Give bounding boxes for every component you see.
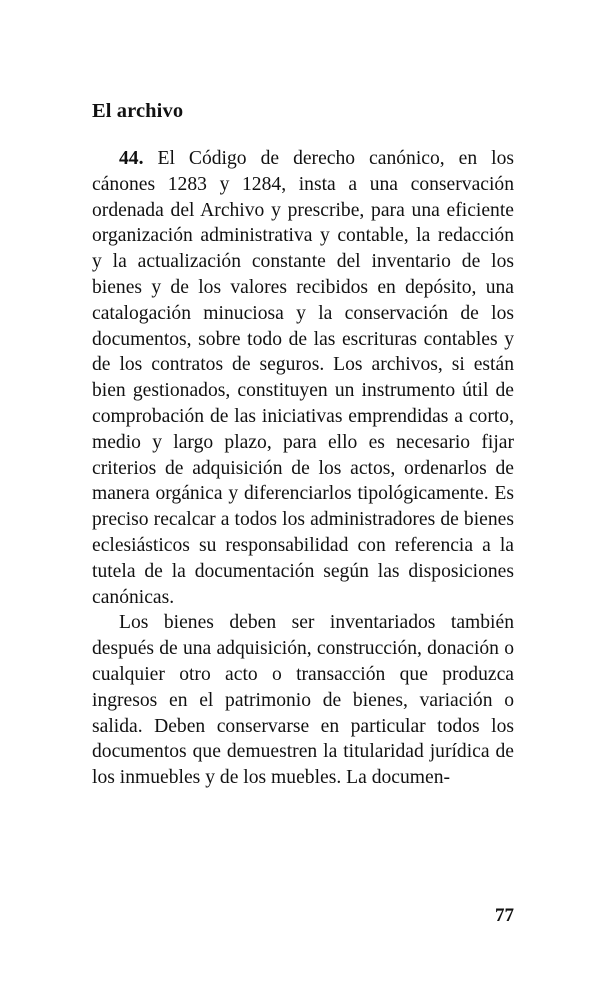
body-text (92, 146, 514, 791)
paragraph-44 (92, 146, 514, 610)
paragraph-continuation (92, 610, 514, 791)
document-page (92, 96, 514, 986)
paragraph-number: 44. (119, 148, 144, 169)
paragraph-text: El Código de derecho canónico, en los cánones 1283 y 1284, insta a una conservación ordenada del Archivo y prescribe, para una eficiente organización administrativa y contable, la redacción y la actualización constante del inventario de los bienes y de los valores recibidos en depósito, una catalogación minuciosa y la conservación de los documentos, sobre todo de las escrituras contables y de los contratos de seguros. Los archivos, si están bien gestionados, constituyen un instrumento útil de comprobación de las iniciativas emprendidas a corto, medio y largo plazo, para ello es necesario fijar criterios de adquisición de los actos, ordenarlos de manera orgánica y diferenciarlos tipológicamente. Es preciso recalcar a todos los administradores de bienes eclesiásticos su responsabilidad con referencia a la tutela de la documentación según las disposiciones canónicas. (92, 148, 515, 608)
page-number: 77 (495, 905, 514, 926)
section-heading: El archivo (92, 100, 184, 122)
paragraph-text: Los bienes deben ser inventariados también después de una adquisición, construcción, donación o cualquier otro acto o transacción que produzca ingresos en el patrimonio de bienes, variación o salida. Deben conservarse en particular todos los documentos que demuestren la titularidad jurídica de los inmuebles y de los muebles. La documen- (92, 612, 514, 789)
